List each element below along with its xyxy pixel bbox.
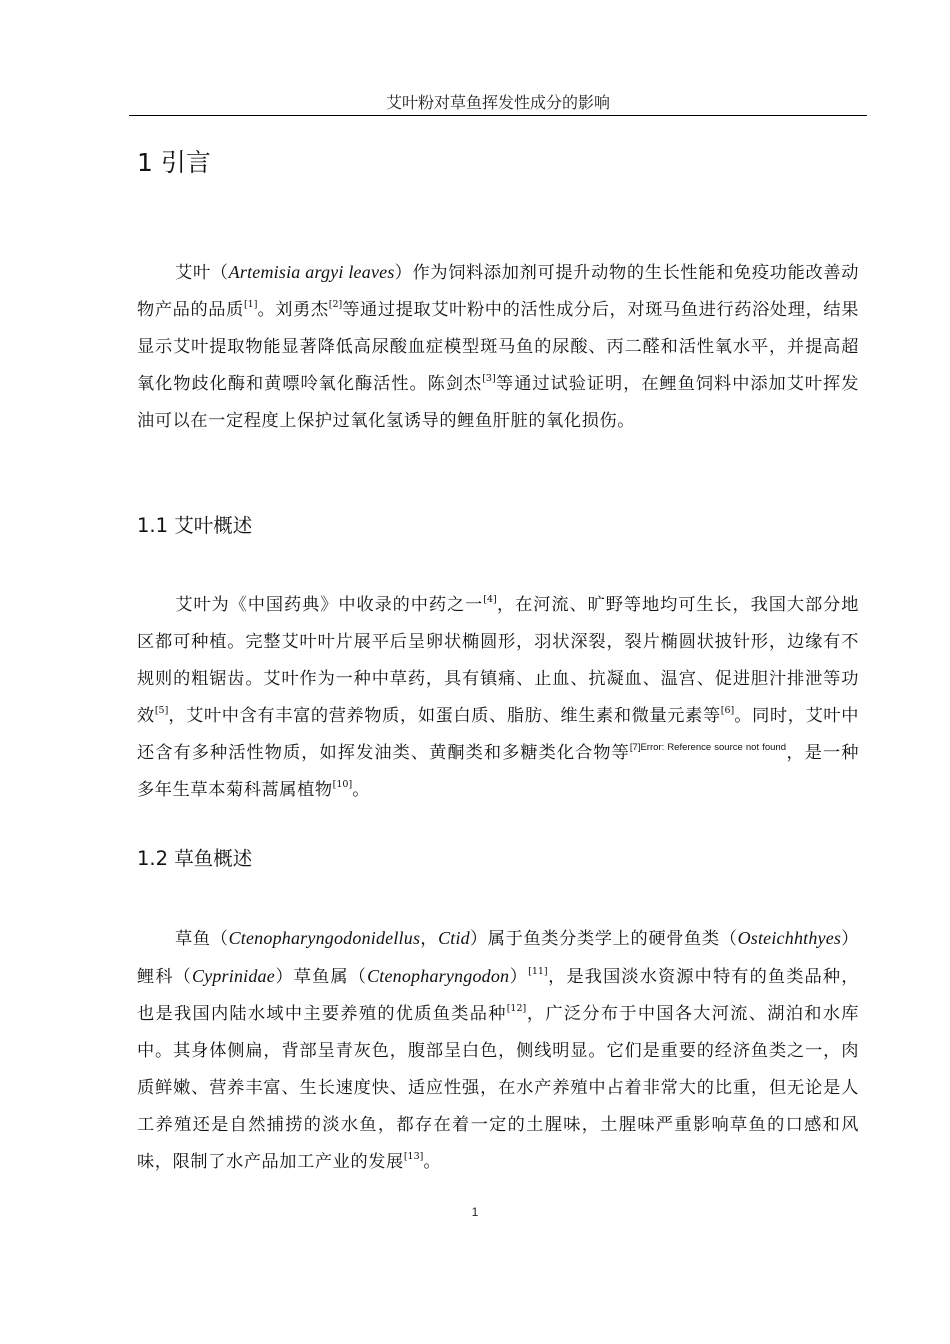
citation: [12] <box>506 1003 527 1014</box>
citation: [5] <box>154 705 169 716</box>
citation: [6] <box>720 705 735 716</box>
citation: [4] <box>483 594 497 605</box>
citation: [13] <box>403 1151 424 1162</box>
citation: [3] <box>482 373 496 384</box>
latin-name: Ctid <box>438 928 470 948</box>
section-heading-caoyu: 1.2 草鱼概述 <box>137 847 253 870</box>
header-rule <box>129 115 867 116</box>
section-heading-aiye: 1.1 艾叶概述 <box>137 514 253 537</box>
running-header: 艾叶粉对草鱼挥发性成分的影响 <box>385 93 610 112</box>
latin-name: Ctenopharyngodonidellus <box>228 928 421 948</box>
latin-name: Osteichhthyes <box>737 928 842 948</box>
citation: [1] <box>243 299 258 310</box>
citation-error: [7]Error: Reference source not found <box>629 742 786 753</box>
paragraph-caoyu: 草鱼（Ctenopharyngodonidellus，Ctid）属于鱼类分类学上的硬骨鱼类（Osteichhthyes）鲤科（Cyprinidae）草鱼属（Ctenopharyngodon）[11]，是我国淡水资源中特有的鱼类品种，也是我国内陆水域中主要养殖的优质鱼类品种[12]，广泛分布于中国各大河流、湖泊和水库中。其身体侧扁，背部呈青灰色，腹部呈白色，侧线明显。它们是重要的经济鱼类之一，肉质鲜嫩、营养丰富、生长速度快、适应性强，在水产养殖中占着非常大的比重，但无论是人工养殖还是自然捕捞的淡水鱼，都存在着一定的土腥味，土腥味严重影响草鱼的口感和风味，限制了水产品加工产业的发展[13]。 <box>137 928 859 1172</box>
citation: [11] <box>528 966 548 977</box>
paragraph-introduction: 艾叶（Artemisia argyi leaves）作为饲料添加剂可提升动物的生长性能和免疫功能改善动物产品的品质[1]。刘勇杰[2]等通过提取艾叶粉中的活性成分后，对斑马鱼进行药浴处理，结果显示艾叶提取物能显著降低高尿酸血症模型斑马鱼的尿酸、丙二醛和活性氧水平，并提高超氧化物歧化酶和黄嘌呤氧化酶活性。陈剑杰[3]等通过试验证明，在鲤鱼饲料中添加艾叶挥发油可以在一定程度上保护过氧化氢诱导的鲤鱼肝脏的氧化损伤。 <box>137 262 860 431</box>
citation: [2] <box>328 299 343 310</box>
latin-name: Ctenopharyngodon <box>367 966 510 986</box>
page-number: 1 <box>471 1205 479 1219</box>
citation: [10] <box>332 779 353 790</box>
latin-name: Cyprinidae <box>191 966 275 986</box>
section-heading-introduction: 1 引言 <box>137 148 211 177</box>
paragraph-aiye: 艾叶为《中国药典》中收录的中药之一[4]，在河流、旷野等地均可生长，我国大部分地区都可种植。完整艾叶叶片展平后呈卵状椭圆形，羽状深裂，裂片椭圆状披针形，边缘有不规则的粗锯齿。艾叶作为一种中草药，具有镇痛、止血、抗凝血、温宫、促进胆汁排泄等功效[5]，艾叶中含有丰富的营养物质，如蛋白质、脂肪、维生素和微量元素等[6]。同时，艾叶中还含有多种活性物质，如挥发油类、黄酮类和多糖类化合物等$^{[7]Error: Reference source not found}$，是一种多年生草本菊科蒿属植物[10]。 <box>137 594 860 800</box>
latin-name: Artemisia argyi leaves <box>228 262 395 282</box>
